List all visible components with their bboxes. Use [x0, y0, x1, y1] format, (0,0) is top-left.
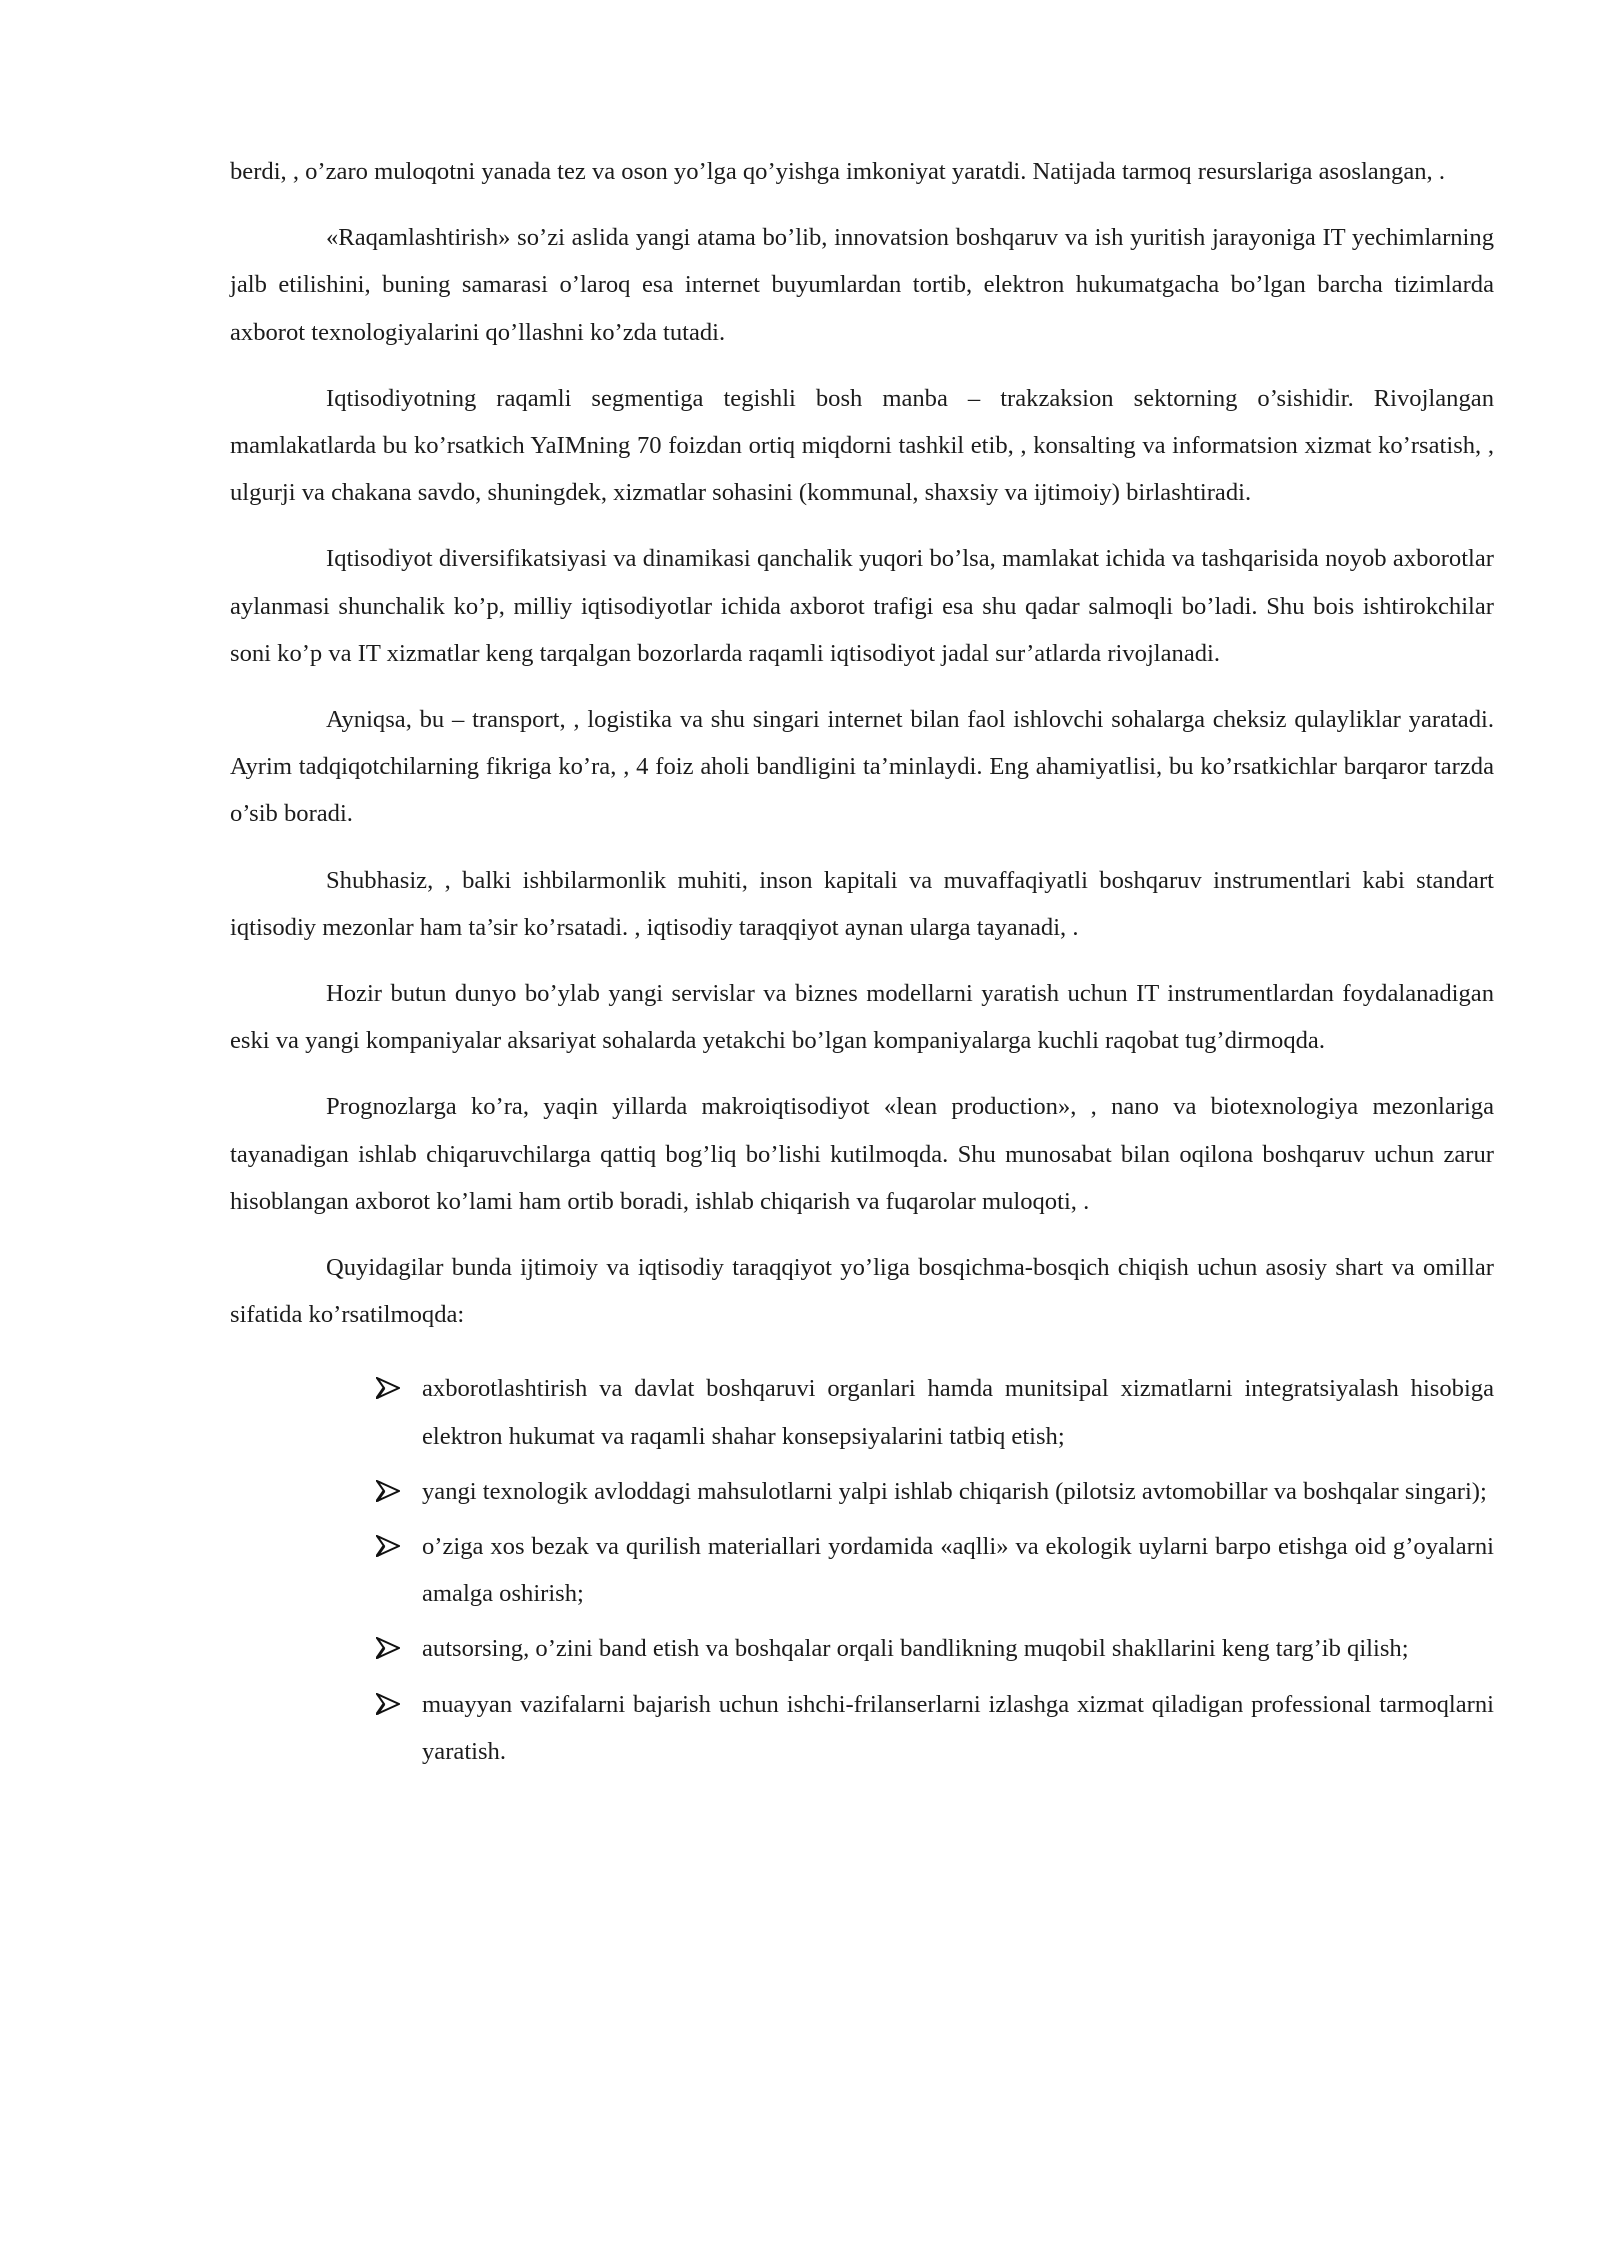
bullet-text: yangi texnologik avloddagi mahsulotlarni yalpi ishlab chiqarish (pilotsiz avtomobillar va boshqalar singari); [422, 1477, 1487, 1505]
bullet-text: muayyan vazifalarni bajarish uchun ishchi-frilanserlarni izlashga xizmat qiladigan professional tarmoqlarni yaratish. [422, 1690, 1494, 1765]
paragraph: Iqtisodiyotning raqamli segmentiga tegishli bosh manba – trakzaksion sektorning o’sishidir. Rivojlangan mamlakatlarda bu ko’rsatkich YaIMning 70 foizdan ortiq miqdorni tashkil etib, , konsalting va informatsion xizmat ko’rsatish, , ulgurji va chakana savdo, shuningdek, xizmatlar sohasini (kommunal, shaxsiy va ijtimoiy) birlashtiradi. [230, 384, 1494, 507]
paragraph: Quyidagilar bunda ijtimoiy va iqtisodiy taraqqiyot yo’liga bosqichma-bosqich chiqish uchun asosiy shart va omillar sifatida ko’rsatilmoqda: [230, 1254, 1494, 1329]
bullet-text: autsorsing, o’zini band etish va boshqalar orqali bandlikning muqobil shakllarini keng targ’ib qilish; [422, 1635, 1409, 1663]
arrowhead-bullet-icon [376, 1377, 400, 1399]
bullet-list [230, 1365, 1494, 1775]
paragraph: Ayniqsa, bu – transport, , logistika va shu singari internet bilan faol ishlovchi sohalarga cheksiz qulayliklar yaratadi. Ayrim tadqiqotchilarning fikriga ko’ra, , 4 foiz aholi bandligini ta’minlaydi. Eng ahamiyatlisi, bu ko’rsatkichlar barqaror tarzda o’sib boradi. [230, 706, 1494, 828]
paragraph: berdi, , o’zaro muloqotni yanada tez va oson yo’lga qo’yishga imkoniyat yaratdi. Natijada tarmoq resurslariga asoslangan, . [230, 158, 1445, 185]
bullet-item [230, 1681, 1494, 1775]
arrowhead-bullet-icon [376, 1480, 400, 1502]
bullet-item [230, 1523, 1494, 1617]
bullet-text: axborotlashtirish va davlat boshqaruvi organlari hamda munitsipal xizmatlarni integratsiyalash hisobiga elektron hukumat va raqamli shahar konsepsiyalarini tatbiq etish; [422, 1375, 1494, 1450]
document-page [230, 148, 1494, 1783]
bullet-item [230, 1625, 1494, 1672]
arrowhead-bullet-icon [376, 1637, 400, 1659]
paragraph: Prognozlarga ko’ra, yaqin yillarda makroiqtisodiyot «lean production», , nano va biotexnologiya mezonlariga tayanadigan ishlab chiqaruvchilarga qattiq bog’liq bo’lishi kutilmoqda. Shu munosabat bilan oqilona boshqaruv uchun zarur hisoblangan axborot ko’lami ham ortib boradi, ishlab chiqarish va fuqarolar muloqoti, . [230, 1093, 1494, 1215]
bullet-text: o’ziga xos bezak va qurilish materiallari yordamida «aqlli» va ekologik uylarni barpo etishga oid g’oyalarni amalga oshirish; [422, 1533, 1494, 1608]
paragraph: Iqtisodiyot diversifikatsiyasi va dinamikasi qanchalik yuqori bo’lsa, mamlakat ichida va tashqarisida noyob axborotlar aylanmasi shunchalik ko’p, milliy iqtisodiyotlar ichida axborot trafigi esa shu qadar salmoqli bo’ladi. Shu bois ishtirokchilar soni ko’p va IT xizmatlar keng tarqalgan bozorlarda raqamli iqtisodiyot jadal sur’atlarda rivojlanadi. [230, 545, 1494, 667]
bullet-item [230, 1365, 1494, 1459]
paragraph: Shubhasiz, , balki ishbilarmonlik muhiti, inson kapitali va muvaffaqiyatli boshqaruv instrumentlari kabi standart iqtisodiy mezonlar ham ta’sir ko’rsatadi. , iqtisodiy taraqqiyot aynan ularga tayanadi, . [230, 866, 1494, 941]
arrowhead-bullet-icon [376, 1535, 400, 1557]
paragraph: «Raqamlashtirish» so’zi aslida yangi atama bo’lib, innovatsion boshqaruv va ish yuritish jarayoniga IT yechimlarning jalb etilishini, buning samarasi o’laroq esa internet buyumlardan tortib, elektron hukumatgacha bo’lgan barcha tizimlarda axborot texnologiyalarini qo’llashni ko’zda tutadi. [230, 224, 1494, 346]
paragraph: Hozir butun dunyo bo’ylab yangi servislar va biznes modellarni yaratish uchun IT instrumentlardan foydalanadigan eski va yangi kompaniyalar aksariyat sohalarda yetakchi bo’lgan kompaniyalarga kuchli raqobat tug’dirmoqda. [230, 980, 1494, 1055]
bullet-item [230, 1468, 1494, 1515]
arrowhead-bullet-icon [376, 1693, 400, 1715]
